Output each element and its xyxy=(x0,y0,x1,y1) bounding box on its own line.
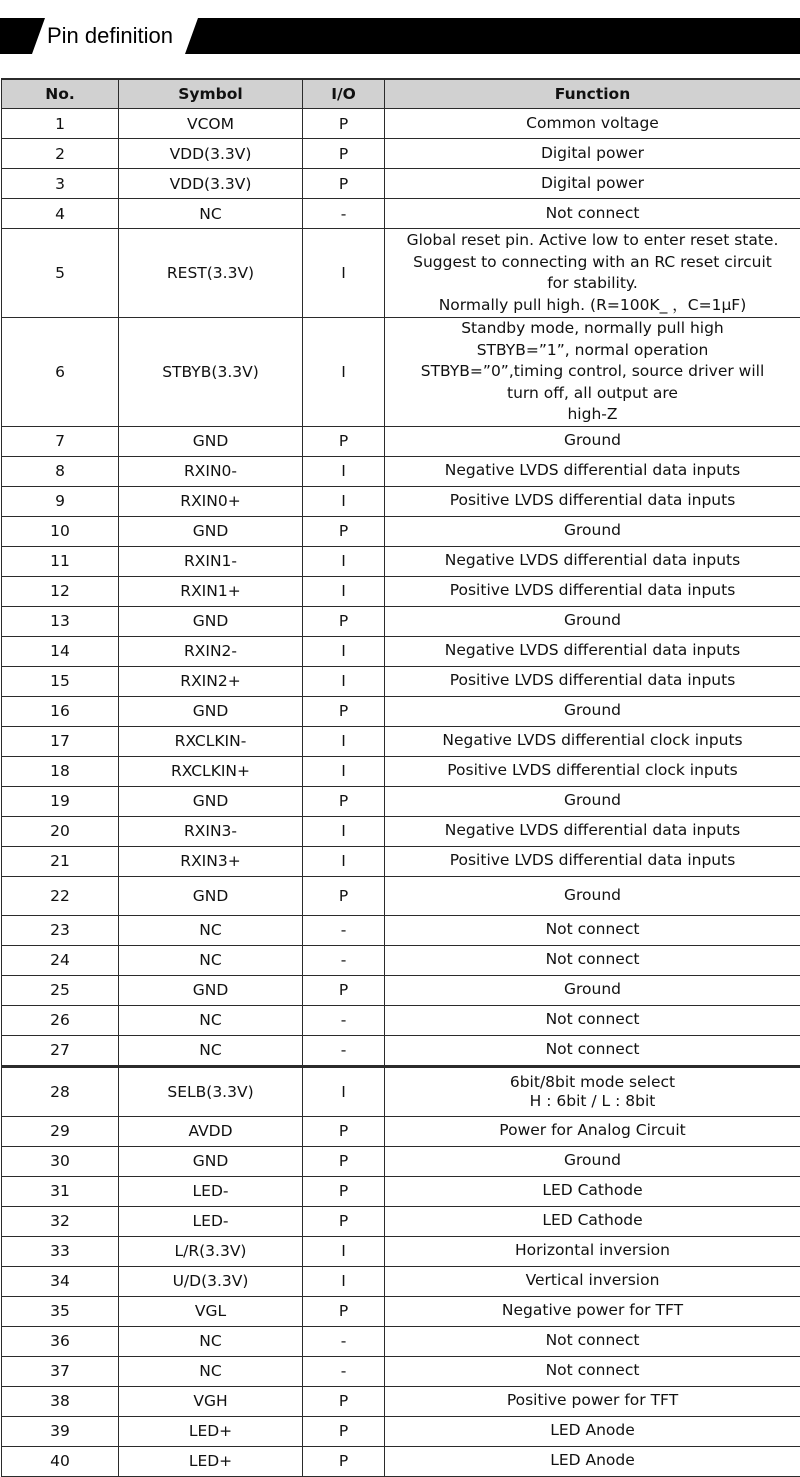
table-row xyxy=(2,1446,800,1476)
pin-symbol: AVDD xyxy=(119,1116,303,1146)
pin-number: 38 xyxy=(2,1386,119,1416)
pin-number: 26 xyxy=(2,1005,119,1035)
table-row xyxy=(2,199,800,229)
pin-symbol: NC xyxy=(119,945,303,975)
pin-function: Positive LVDS differential data inputs xyxy=(385,666,800,696)
pin-function: Ground xyxy=(385,426,800,456)
table-row xyxy=(2,546,800,576)
pin-io: P xyxy=(303,169,385,199)
pin-symbol: LED- xyxy=(119,1206,303,1236)
pin-function: Not connect xyxy=(385,1326,800,1356)
pin-number: 25 xyxy=(2,975,119,1005)
pin-symbol: RXIN1+ xyxy=(119,576,303,606)
pin-number: 32 xyxy=(2,1206,119,1236)
pin-function: LED Anode xyxy=(385,1416,800,1446)
table-row xyxy=(2,109,800,139)
pin-function: Global reset pin. Active low to enter reset state. Suggest to connecting with an RC reset circuit for stability. Normally pull high. (R=100K_ ，C=1μF) xyxy=(385,229,800,318)
pin-io: I xyxy=(303,1266,385,1296)
pin-io: P xyxy=(303,696,385,726)
pin-symbol: REST(3.3V) xyxy=(119,229,303,318)
pin-io: I xyxy=(303,726,385,756)
pin-symbol: NC xyxy=(119,1035,303,1066)
pin-function: Negative LVDS differential data inputs xyxy=(385,456,800,486)
pin-symbol: RXIN3- xyxy=(119,816,303,846)
pin-symbol: RXCLKIN- xyxy=(119,726,303,756)
pin-number: 24 xyxy=(2,945,119,975)
pin-io: P xyxy=(303,975,385,1005)
table-body xyxy=(2,109,800,1477)
column-header-no: No. xyxy=(2,79,119,109)
pin-io: P xyxy=(303,1146,385,1176)
pin-function: Ground xyxy=(385,876,800,915)
pin-number: 21 xyxy=(2,846,119,876)
table-row xyxy=(2,666,800,696)
pin-function: LED Cathode xyxy=(385,1206,800,1236)
pin-io: - xyxy=(303,1326,385,1356)
pin-io: I xyxy=(303,1066,385,1116)
pin-io: - xyxy=(303,199,385,229)
pin-number: 20 xyxy=(2,816,119,846)
pin-function: LED Anode xyxy=(385,1446,800,1476)
pin-symbol: NC xyxy=(119,199,303,229)
pin-definition-table xyxy=(1,78,800,1477)
table-row xyxy=(2,915,800,945)
pin-function: Ground xyxy=(385,975,800,1005)
pin-symbol: U/D(3.3V) xyxy=(119,1266,303,1296)
table-row xyxy=(2,318,800,427)
pin-symbol: LED+ xyxy=(119,1446,303,1476)
pin-function: Standby mode, normally pull high STBYB=”1”, normal operation STBYB=”0”,timing control, source driver will turn off, all output are high-Z xyxy=(385,318,800,427)
table-row xyxy=(2,1005,800,1035)
pin-number: 28 xyxy=(2,1066,119,1116)
table-row xyxy=(2,636,800,666)
pin-io: I xyxy=(303,229,385,318)
pin-function: Vertical inversion xyxy=(385,1266,800,1296)
table-row xyxy=(2,1146,800,1176)
pin-symbol: GND xyxy=(119,975,303,1005)
pin-io: - xyxy=(303,915,385,945)
pin-number: 23 xyxy=(2,915,119,945)
pin-number: 27 xyxy=(2,1035,119,1066)
pin-function: Not connect xyxy=(385,1356,800,1386)
table-row xyxy=(2,1326,800,1356)
pin-number: 31 xyxy=(2,1176,119,1206)
pin-number: 13 xyxy=(2,606,119,636)
table-row xyxy=(2,229,800,318)
pin-symbol: NC xyxy=(119,1326,303,1356)
pin-io: I xyxy=(303,666,385,696)
pin-number: 3 xyxy=(2,169,119,199)
table-row xyxy=(2,786,800,816)
pin-symbol: VCOM xyxy=(119,109,303,139)
pin-function: Not connect xyxy=(385,1005,800,1035)
pin-function: Positive LVDS differential data inputs xyxy=(385,486,800,516)
pin-io: - xyxy=(303,1005,385,1035)
pin-symbol: STBYB(3.3V) xyxy=(119,318,303,427)
pin-io: P xyxy=(303,1206,385,1236)
pin-function: Positive LVDS differential clock inputs xyxy=(385,756,800,786)
pin-function: Ground xyxy=(385,1146,800,1176)
table-row xyxy=(2,1176,800,1206)
table-row xyxy=(2,1236,800,1266)
pin-symbol: VGL xyxy=(119,1296,303,1326)
pin-function: Horizontal inversion xyxy=(385,1236,800,1266)
pin-io: P xyxy=(303,1296,385,1326)
table-row xyxy=(2,456,800,486)
pin-number: 1 xyxy=(2,109,119,139)
pin-io: P xyxy=(303,1416,385,1446)
table-row xyxy=(2,1296,800,1326)
column-header-function: Function xyxy=(385,79,800,109)
pin-io: I xyxy=(303,318,385,427)
pin-io: P xyxy=(303,1446,385,1476)
pin-number: 35 xyxy=(2,1296,119,1326)
pin-function: Ground xyxy=(385,516,800,546)
table-row xyxy=(2,516,800,546)
pin-function: Digital power xyxy=(385,139,800,169)
pin-io: I xyxy=(303,756,385,786)
pin-symbol: RXIN1- xyxy=(119,546,303,576)
pin-symbol: GND xyxy=(119,426,303,456)
pin-symbol: GND xyxy=(119,606,303,636)
pin-symbol: NC xyxy=(119,915,303,945)
column-header-io: I/O xyxy=(303,79,385,109)
pin-function: Negative LVDS differential data inputs xyxy=(385,636,800,666)
table-row xyxy=(2,876,800,915)
pin-function: Ground xyxy=(385,696,800,726)
table-row xyxy=(2,1206,800,1236)
pin-symbol: L/R(3.3V) xyxy=(119,1236,303,1266)
pin-number: 39 xyxy=(2,1416,119,1446)
pin-io: P xyxy=(303,516,385,546)
pin-function: LED Cathode xyxy=(385,1176,800,1206)
table-row xyxy=(2,1116,800,1146)
pin-number: 40 xyxy=(2,1446,119,1476)
pin-number: 30 xyxy=(2,1146,119,1176)
table-row xyxy=(2,576,800,606)
pin-io: P xyxy=(303,426,385,456)
pin-io: P xyxy=(303,606,385,636)
pin-number: 9 xyxy=(2,486,119,516)
pin-io: I xyxy=(303,486,385,516)
pin-symbol: LED- xyxy=(119,1176,303,1206)
pin-function: Ground xyxy=(385,786,800,816)
pin-io: I xyxy=(303,1236,385,1266)
pin-io: P xyxy=(303,139,385,169)
pin-number: 22 xyxy=(2,876,119,915)
table-row xyxy=(2,816,800,846)
pin-number: 11 xyxy=(2,546,119,576)
pin-number: 5 xyxy=(2,229,119,318)
pin-io: I xyxy=(303,576,385,606)
column-header-symbol: Symbol xyxy=(119,79,303,109)
pin-number: 15 xyxy=(2,666,119,696)
pin-number: 29 xyxy=(2,1116,119,1146)
pin-number: 34 xyxy=(2,1266,119,1296)
table-row xyxy=(2,606,800,636)
pin-io: P xyxy=(303,109,385,139)
pin-symbol: RXIN3+ xyxy=(119,846,303,876)
pin-io: - xyxy=(303,1356,385,1386)
pin-function: 6bit/8bit mode select H : 6bit / L : 8bit xyxy=(385,1066,800,1116)
pin-io: P xyxy=(303,1386,385,1416)
pin-function: Ground xyxy=(385,606,800,636)
table-row xyxy=(2,169,800,199)
pin-symbol: GND xyxy=(119,696,303,726)
table-row xyxy=(2,1356,800,1386)
pin-function: Not connect xyxy=(385,945,800,975)
table-row xyxy=(2,846,800,876)
pin-function: Power for Analog Circuit xyxy=(385,1116,800,1146)
pin-function: Positive LVDS differential data inputs xyxy=(385,846,800,876)
pin-io: P xyxy=(303,1116,385,1146)
pin-io: - xyxy=(303,1035,385,1066)
pin-number: 18 xyxy=(2,756,119,786)
pin-number: 17 xyxy=(2,726,119,756)
pin-io: I xyxy=(303,846,385,876)
table-row xyxy=(2,945,800,975)
pin-symbol: RXIN2- xyxy=(119,636,303,666)
table-row xyxy=(2,1266,800,1296)
table-row xyxy=(2,1066,800,1116)
table-row xyxy=(2,696,800,726)
pin-symbol: RXIN0- xyxy=(119,456,303,486)
pin-number: 2 xyxy=(2,139,119,169)
pin-function: Digital power xyxy=(385,169,800,199)
pin-function: Negative LVDS differential data inputs xyxy=(385,816,800,846)
table-row xyxy=(2,1416,800,1446)
table-row xyxy=(2,1386,800,1416)
table-row xyxy=(2,486,800,516)
pin-io: P xyxy=(303,786,385,816)
pin-number: 6 xyxy=(2,318,119,427)
table-row xyxy=(2,1035,800,1066)
pin-function: Negative LVDS differential data inputs xyxy=(385,546,800,576)
pin-function: Positive power for TFT xyxy=(385,1386,800,1416)
pin-io: P xyxy=(303,876,385,915)
table-row xyxy=(2,426,800,456)
pin-symbol: NC xyxy=(119,1356,303,1386)
pin-function: Negative LVDS differential clock inputs xyxy=(385,726,800,756)
pin-symbol: GND xyxy=(119,1146,303,1176)
pin-symbol: VGH xyxy=(119,1386,303,1416)
pin-symbol: GND xyxy=(119,516,303,546)
pin-number: 14 xyxy=(2,636,119,666)
pin-io: I xyxy=(303,546,385,576)
pin-number: 33 xyxy=(2,1236,119,1266)
pin-symbol: LED+ xyxy=(119,1416,303,1446)
pin-symbol: RXCLKIN+ xyxy=(119,756,303,786)
table-row xyxy=(2,975,800,1005)
table-header-row xyxy=(2,79,800,109)
pin-number: 36 xyxy=(2,1326,119,1356)
pin-symbol: GND xyxy=(119,876,303,915)
pin-io: P xyxy=(303,1176,385,1206)
pin-number: 19 xyxy=(2,786,119,816)
pin-number: 8 xyxy=(2,456,119,486)
pin-number: 12 xyxy=(2,576,119,606)
pin-number: 16 xyxy=(2,696,119,726)
pin-number: 10 xyxy=(2,516,119,546)
pin-io: I xyxy=(303,636,385,666)
pin-io: I xyxy=(303,456,385,486)
pin-function: Negative power for TFT xyxy=(385,1296,800,1326)
pin-symbol: SELB(3.3V) xyxy=(119,1066,303,1116)
pin-function: Not connect xyxy=(385,199,800,229)
pin-number: 4 xyxy=(2,199,119,229)
pin-io: - xyxy=(303,945,385,975)
pin-io: I xyxy=(303,816,385,846)
pin-symbol: RXIN0+ xyxy=(119,486,303,516)
pin-symbol: VDD(3.3V) xyxy=(119,169,303,199)
pin-symbol: NC xyxy=(119,1005,303,1035)
pin-symbol: VDD(3.3V) xyxy=(119,139,303,169)
table-row xyxy=(2,726,800,756)
pin-symbol: RXIN2+ xyxy=(119,666,303,696)
page-title: Pin definition xyxy=(47,18,173,54)
table-row xyxy=(2,756,800,786)
pin-function: Positive LVDS differential data inputs xyxy=(385,576,800,606)
pin-function: Common voltage xyxy=(385,109,800,139)
pin-number: 7 xyxy=(2,426,119,456)
table-row xyxy=(2,139,800,169)
pin-number: 37 xyxy=(2,1356,119,1386)
pin-function: Not connect xyxy=(385,1035,800,1066)
pin-symbol: GND xyxy=(119,786,303,816)
pin-function: Not connect xyxy=(385,915,800,945)
